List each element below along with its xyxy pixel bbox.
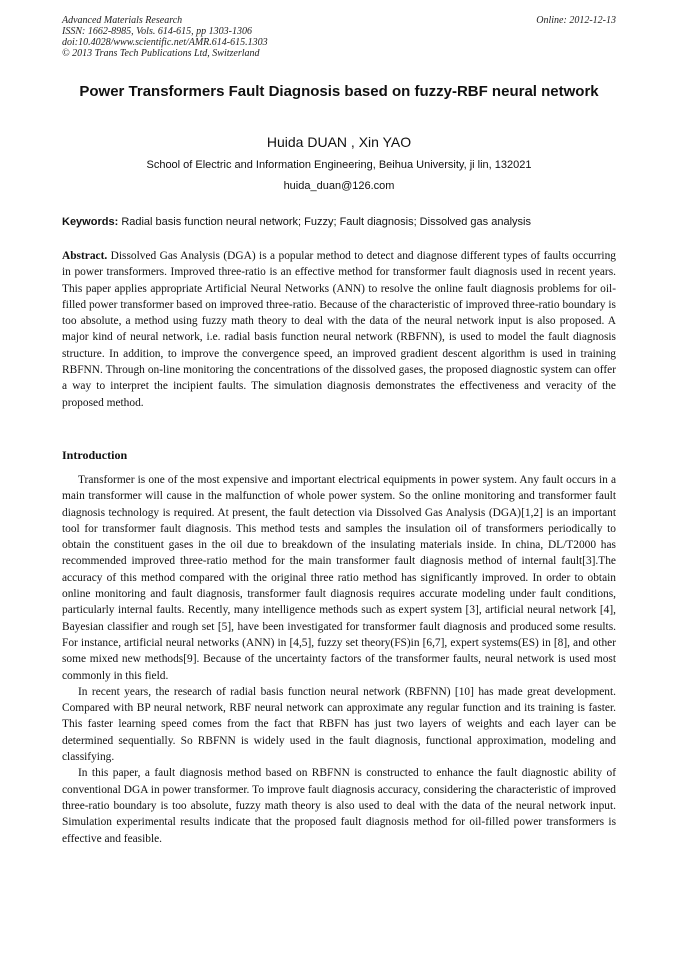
abstract-text: Dissolved Gas Analysis (DGA) is a popular method to detect and diagnose different types of faults occurring in power transformers. Improved three-ratio is an effective method for transformer fault diagnosis used in recent years. This paper applies appropriate Artificial Neural Networks (ANN) to resolve the online fault diagnosis problems for oil-filled power transformer based on improved three-ratio. Because of the characteristic of improved three-ratio boundary is too absolute, a method using fuzzy math theory to deal with the data of the neural network input is also proposed. A major kind of neural network, i.e. radial basis function neural network (RBFNN), is used to model the fault diagnosis structure. In addition, to improve the convergence speed, an improved gradient descent algorithm is used in training RBFNN. Through on-line monitoring the concentrations of the dissolved gases, the proposed diagnostic system can offer a way to interpret the incipient faults. The simulation diagnosis demonstrates the effectiveness and veracity of the proposed method. — [62, 250, 616, 409]
journal-header — [62, 15, 616, 59]
paper-authors: Huida DUAN , Xin YAO — [266, 134, 412, 150]
keywords-label: Keywords: — [62, 216, 119, 228]
section-heading-introduction: Introduction — [62, 448, 128, 462]
introduction-body — [62, 472, 616, 847]
issn-line: ISSN: 1662-8985, Vols. 614-615, pp 1303-1306 — [62, 26, 252, 37]
intro-paragraph-2: In recent years, the research of radial basis function neural network (RBFNN) [10] has made great development. Compared with BP neural network, RBF neural network can approximate any regular function and its training is faster. This faster learning speed comes from the fact that RBFN has just two layers of weights and each layer can be determined sequentially. So RBFNN is widely used in the fault diagnosis, functional approximation, modeling and classifying. — [62, 685, 616, 764]
abstract-label: Abstract. — [62, 250, 108, 262]
author-email[interactable]: huida_duan@126.com — [283, 180, 395, 192]
online-date: Online: 2012-12-13 — [536, 15, 616, 26]
keywords-line — [62, 215, 616, 229]
paper-title: Power Transformers Fault Diagnosis based on fuzzy-RBF neural network — [79, 83, 599, 100]
doi-line[interactable]: doi:10.4028/www.scientific.net/AMR.614-615.1303 — [62, 37, 268, 48]
intro-paragraph-1: Transformer is one of the most expensive and important electrical equipments in power system. Any fault occurs in a main transformer will cause in the malfunction of whole power system. So the online monitoring and transformer fault diagnosis technology is required. At present, the fault detection via Dissolved Gas Analysis (DGA)[1,2] is an important tool for transformer fault diagnosis. This method tests and samples the insulation oil of transformers periodically to obtain the constituent gases in the oil due to breakdown of the insulating materials inside. In china, DL/T2000 has recommended improved three-ratio method for the main transformer fault diagnosis method of internal fault[3].The accuracy of this method compared with the original three ratio method has significantly improved. In order to obtain online monitoring and fault diagnosis, transformer fault diagnosis requires accurate modeling under fault conditions, particularly internal faults. Recently, many intelligence methods such as expert system [3], artificial neural network [4], Bayesian classifier and rough set [5], have been investigated for transformer fault diagnosis and produced some results. For instance, artificial neural networks (ANN) in [4,5], fuzzy set theory(FS)in [6,7], expert systems(ES) in [8], and other some mixed new methods[9]. Because of the uncertainty factors of the transformer faults, neural network is used most commonly in this field. — [62, 474, 616, 682]
author-affiliation: School of Electric and Information Engineering, Beihua University, ji lin, 132021 — [146, 159, 532, 171]
keywords-text: Radial basis function neural network; Fuzzy; Fault diagnosis; Dissolved gas analysis — [121, 216, 531, 228]
copyright-line: © 2013 Trans Tech Publications Ltd, Switzerland — [62, 48, 260, 59]
intro-paragraph-3: In this paper, a fault diagnosis method based on RBFNN is constructed to enhance the fault diagnostic ability of conventional DGA in power transformer. To improve fault diagnosis accuracy, considering the characteristic of improved three-ratio boundary is too absolute, fuzzy math theory is also used to deal with the data of the neural network input. Simulation experimental results indicate that the proposed fault diagnosis method for oil-filled power transformers is effective and feasible. — [62, 767, 616, 845]
journal-name: Advanced Materials Research — [62, 15, 183, 26]
abstract — [62, 248, 616, 411]
